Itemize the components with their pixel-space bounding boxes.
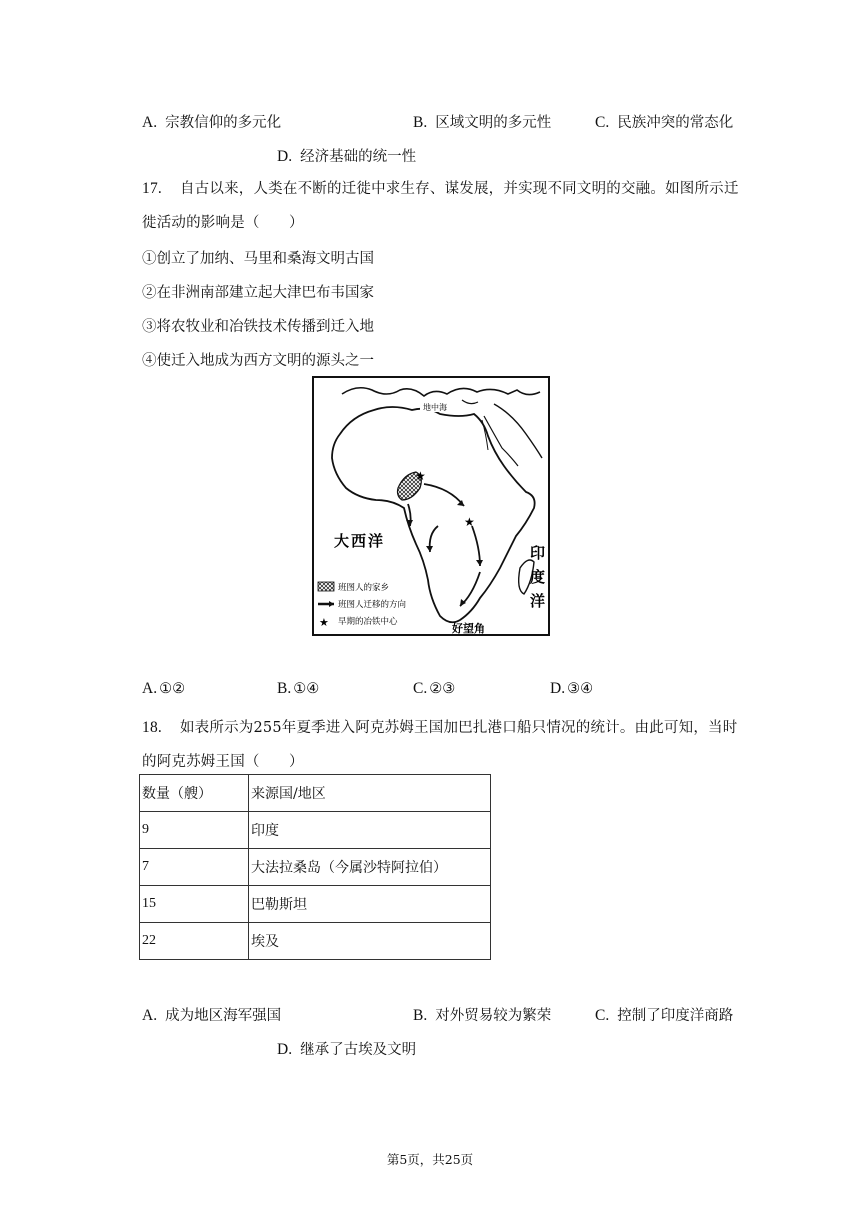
option-text: 区域文明的多元性 — [435, 115, 552, 131]
option-letter: C. — [595, 1007, 610, 1024]
table-cell: 9 — [140, 812, 249, 849]
q17-option-a[interactable] — [142, 680, 185, 698]
option-text: 控制了印度洋商路 — [617, 1008, 734, 1024]
question-text: 自古以来，人类在不断的迁徙中求生存、谋发展，并实现不同文明的交融。如图所示迁徙活动的影响是（ ） — [142, 181, 739, 231]
indian-ocean-label-3: 洋 — [530, 592, 546, 610]
legend-migration: 班图人迁移的方向 — [338, 600, 407, 610]
q16-option-a[interactable] — [142, 111, 281, 132]
table-header-cell: 数量（艘） — [140, 775, 249, 812]
option-text: 民族冲突的常态化 — [617, 115, 734, 131]
q17-item-3: ③将农牧业和冶铁技术传播到迁入地 — [142, 319, 374, 335]
map-svg — [312, 376, 550, 636]
q17-option-b[interactable] — [277, 680, 319, 698]
question-text: 如表所示为255年夏季进入阿克苏姆王国加巴扎港口船只情况的统计。由此可知，当时的阿克苏姆王国（ ） — [142, 720, 738, 770]
table-cell: 印度 — [249, 812, 491, 849]
q17-option-c[interactable] — [413, 680, 455, 698]
indian-ocean-label-2: 度 — [530, 568, 546, 586]
legend-homeland: 班图人的家乡 — [338, 583, 390, 593]
q16-option-c[interactable] — [595, 111, 733, 132]
cape-label: 好望角 — [452, 622, 485, 635]
option-text: 对外贸易较为繁荣 — [435, 1008, 552, 1024]
ship-statistics-table — [139, 774, 491, 960]
option-letter: B. — [413, 114, 428, 131]
table-cell: 15 — [140, 886, 249, 923]
q17-item-4: ④使迁入地成为西方文明的源头之一 — [142, 353, 374, 369]
q17-item-2: ②在非洲南部建立起大津巴布韦国家 — [142, 285, 374, 301]
table-cell: 埃及 — [249, 923, 491, 960]
option-text: ②③ — [429, 681, 456, 697]
option-letter: A. — [142, 114, 158, 131]
q16-option-d[interactable] — [277, 145, 416, 166]
option-text: 宗教信仰的多元化 — [165, 115, 282, 131]
q18-option-c[interactable] — [595, 1004, 733, 1025]
q18-option-d[interactable] — [277, 1038, 416, 1059]
q18-stem — [142, 711, 752, 779]
q18-option-b[interactable] — [413, 1004, 551, 1025]
option-text: ①② — [159, 681, 186, 697]
option-text: 继承了古埃及文明 — [300, 1042, 417, 1058]
table-cell: 22 — [140, 923, 249, 960]
africa-migration-map — [312, 376, 550, 636]
iron-center-star: ★ — [415, 469, 426, 483]
q17-option-d[interactable] — [550, 680, 593, 698]
option-letter: A. — [142, 680, 158, 697]
table-row — [140, 923, 491, 960]
option-letter: A. — [142, 1007, 158, 1024]
option-letter: C. — [595, 114, 610, 131]
question-number: 18. — [142, 719, 162, 736]
q17-stem — [142, 172, 752, 240]
table-row — [140, 886, 491, 923]
table-header-row — [140, 775, 491, 812]
atlantic-label: 大西洋 — [334, 532, 386, 550]
option-text: 经济基础的统一性 — [300, 149, 417, 165]
table-header-cell: 来源国/地区 — [249, 775, 491, 812]
option-letter: D. — [277, 1041, 293, 1058]
page-footer: 第5页，共25页 — [386, 1152, 474, 1167]
option-letter: D. — [550, 680, 566, 697]
legend-iron-center: 早期的冶铁中心 — [338, 617, 398, 627]
option-letter: D. — [277, 148, 293, 165]
table-row — [140, 812, 491, 849]
table-cell: 巴勒斯坦 — [249, 886, 491, 923]
option-text: ③④ — [567, 681, 594, 697]
option-letter: C. — [413, 680, 428, 697]
legend-hatch-swatch — [318, 582, 334, 591]
q18-option-a[interactable] — [142, 1004, 281, 1025]
option-letter: B. — [277, 680, 292, 697]
table-cell: 7 — [140, 849, 249, 886]
q17-item-1: ①创立了加纳、马里和桑海文明古国 — [142, 251, 374, 267]
legend-star: ★ — [319, 616, 329, 629]
iron-center-star: ★ — [464, 515, 475, 529]
table-row — [140, 849, 491, 886]
mediterranean-label: 地中海 — [423, 403, 447, 412]
option-text: ①④ — [293, 681, 320, 697]
indian-ocean-label-1: 印 — [530, 544, 546, 562]
option-letter: B. — [413, 1007, 428, 1024]
question-number: 17. — [142, 180, 162, 197]
q16-option-b[interactable] — [413, 111, 551, 132]
option-text: 成为地区海军强国 — [165, 1008, 282, 1024]
table-cell: 大法拉桑岛（今属沙特阿拉伯） — [249, 849, 491, 886]
